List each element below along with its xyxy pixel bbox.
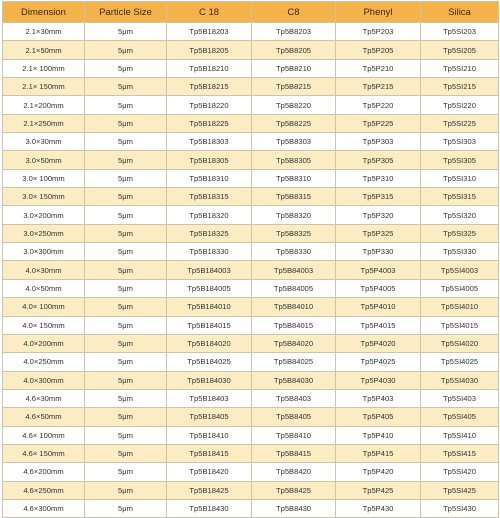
cell-c18: Tp5B18410 — [167, 426, 252, 444]
cell-c18: Tp5B184030 — [167, 371, 252, 389]
cell-c8: Tp5B8330 — [252, 243, 336, 261]
cell-dimension: 3.0× 150mm — [3, 188, 85, 206]
cell-c18: Tp5B184020 — [167, 334, 252, 352]
cell-c8: Tp5B84025 — [252, 353, 336, 371]
cell-silica: Tp5SI310 — [421, 169, 499, 187]
cell-particle-size: 5μm — [85, 188, 167, 206]
table-row — [3, 151, 499, 169]
cell-c18: Tp5B18405 — [167, 408, 252, 426]
cell-phenyl: Tp5P405 — [336, 408, 421, 426]
table-row — [3, 481, 499, 499]
cell-c8: Tp5B8203 — [252, 23, 336, 41]
cell-dimension: 4.0× 150mm — [3, 316, 85, 334]
cell-dimension: 3.0×200mm — [3, 206, 85, 224]
cell-c8: Tp5B84010 — [252, 298, 336, 316]
cell-silica: Tp5SI4030 — [421, 371, 499, 389]
cell-silica: Tp5SI325 — [421, 224, 499, 242]
cell-silica: Tp5SI410 — [421, 426, 499, 444]
cell-silica: Tp5SI210 — [421, 59, 499, 77]
table-body — [3, 23, 499, 518]
table-row — [3, 169, 499, 187]
cell-c18: Tp5B18305 — [167, 151, 252, 169]
table-row — [3, 261, 499, 279]
cell-c8: Tp5B8425 — [252, 481, 336, 499]
cell-dimension: 3.0×50mm — [3, 151, 85, 169]
cell-c18: Tp5B18403 — [167, 389, 252, 407]
cell-phenyl: Tp5P310 — [336, 169, 421, 187]
cell-dimension: 2.1×50mm — [3, 41, 85, 59]
cell-dimension: 4.0×30mm — [3, 261, 85, 279]
product-table-container — [2, 1, 498, 518]
cell-dimension: 4.0×250mm — [3, 353, 85, 371]
cell-dimension: 4.6× 100mm — [3, 426, 85, 444]
cell-phenyl: Tp5P220 — [336, 96, 421, 114]
header-silica: Silica — [421, 2, 499, 23]
cell-particle-size: 5μm — [85, 463, 167, 481]
cell-phenyl: Tp5P4020 — [336, 334, 421, 352]
table-header-row — [3, 2, 499, 23]
cell-dimension: 3.0×30mm — [3, 133, 85, 151]
cell-silica: Tp5SI4015 — [421, 316, 499, 334]
cell-particle-size: 5μm — [85, 371, 167, 389]
cell-c8: Tp5B84015 — [252, 316, 336, 334]
cell-silica: Tp5SI420 — [421, 463, 499, 481]
cell-dimension: 4.6×250mm — [3, 481, 85, 499]
table-row — [3, 334, 499, 352]
cell-phenyl: Tp5P4030 — [336, 371, 421, 389]
cell-c8: Tp5B8430 — [252, 499, 336, 517]
cell-silica: Tp5SI415 — [421, 444, 499, 462]
table-row — [3, 298, 499, 316]
cell-c18: Tp5B18215 — [167, 78, 252, 96]
cell-silica: Tp5SI425 — [421, 481, 499, 499]
cell-c8: Tp5B84020 — [252, 334, 336, 352]
cell-phenyl: Tp5P303 — [336, 133, 421, 151]
cell-phenyl: Tp5P330 — [336, 243, 421, 261]
cell-c18: Tp5B18425 — [167, 481, 252, 499]
cell-particle-size: 5μm — [85, 114, 167, 132]
table-row — [3, 499, 499, 517]
cell-silica: Tp5SI303 — [421, 133, 499, 151]
cell-phenyl: Tp5P225 — [336, 114, 421, 132]
cell-particle-size: 5μm — [85, 206, 167, 224]
cell-dimension: 2.1× 100mm — [3, 59, 85, 77]
cell-c8: Tp5B8325 — [252, 224, 336, 242]
cell-particle-size: 5μm — [85, 23, 167, 41]
cell-phenyl: Tp5P420 — [336, 463, 421, 481]
cell-c8: Tp5B8405 — [252, 408, 336, 426]
cell-c18: Tp5B18225 — [167, 114, 252, 132]
cell-c8: Tp5B84030 — [252, 371, 336, 389]
table-row — [3, 23, 499, 41]
header-phenyl: Phenyl — [336, 2, 421, 23]
cell-c18: Tp5B18330 — [167, 243, 252, 261]
cell-phenyl: Tp5P4015 — [336, 316, 421, 334]
table-row — [3, 206, 499, 224]
cell-phenyl: Tp5P425 — [336, 481, 421, 499]
cell-particle-size: 5μm — [85, 261, 167, 279]
cell-particle-size: 5μm — [85, 279, 167, 297]
header-particle-size: Particle Size — [85, 2, 167, 23]
cell-c18: Tp5B18303 — [167, 133, 252, 151]
cell-silica: Tp5SI220 — [421, 96, 499, 114]
table-row — [3, 463, 499, 481]
cell-silica: Tp5SI405 — [421, 408, 499, 426]
cell-particle-size: 5μm — [85, 499, 167, 517]
cell-dimension: 2.1×30mm — [3, 23, 85, 41]
cell-dimension: 3.0×300mm — [3, 243, 85, 261]
cell-c8: Tp5B8415 — [252, 444, 336, 462]
cell-dimension: 2.1×200mm — [3, 96, 85, 114]
cell-c8: Tp5B8215 — [252, 78, 336, 96]
cell-c8: Tp5B8315 — [252, 188, 336, 206]
cell-c18: Tp5B18315 — [167, 188, 252, 206]
table-row — [3, 96, 499, 114]
cell-c18: Tp5B18415 — [167, 444, 252, 462]
table-row — [3, 224, 499, 242]
cell-particle-size: 5μm — [85, 444, 167, 462]
column-product-table — [2, 1, 499, 518]
cell-particle-size: 5μm — [85, 481, 167, 499]
cell-particle-size: 5μm — [85, 41, 167, 59]
cell-phenyl: Tp5P430 — [336, 499, 421, 517]
cell-c8: Tp5B8320 — [252, 206, 336, 224]
cell-c8: Tp5B84003 — [252, 261, 336, 279]
table-row — [3, 279, 499, 297]
cell-dimension: 4.0×200mm — [3, 334, 85, 352]
cell-silica: Tp5SI205 — [421, 41, 499, 59]
cell-silica: Tp5SI4003 — [421, 261, 499, 279]
table-row — [3, 408, 499, 426]
cell-silica: Tp5SI4025 — [421, 353, 499, 371]
cell-c18: Tp5B18325 — [167, 224, 252, 242]
cell-c8: Tp5B8403 — [252, 389, 336, 407]
cell-phenyl: Tp5P4005 — [336, 279, 421, 297]
cell-particle-size: 5μm — [85, 408, 167, 426]
cell-c8: Tp5B84005 — [252, 279, 336, 297]
cell-c8: Tp5B8210 — [252, 59, 336, 77]
cell-particle-size: 5μm — [85, 426, 167, 444]
cell-phenyl: Tp5P415 — [336, 444, 421, 462]
cell-phenyl: Tp5P305 — [336, 151, 421, 169]
cell-phenyl: Tp5P410 — [336, 426, 421, 444]
cell-c8: Tp5B8420 — [252, 463, 336, 481]
cell-dimension: 4.0×50mm — [3, 279, 85, 297]
cell-c18: Tp5B18210 — [167, 59, 252, 77]
table-row — [3, 188, 499, 206]
cell-c8: Tp5B8205 — [252, 41, 336, 59]
cell-silica: Tp5SI225 — [421, 114, 499, 132]
cell-c8: Tp5B8220 — [252, 96, 336, 114]
cell-c18: Tp5B18220 — [167, 96, 252, 114]
table-row — [3, 243, 499, 261]
cell-dimension: 2.1×250mm — [3, 114, 85, 132]
cell-c8: Tp5B8410 — [252, 426, 336, 444]
cell-phenyl: Tp5P215 — [336, 78, 421, 96]
cell-silica: Tp5SI315 — [421, 188, 499, 206]
cell-c18: Tp5B18310 — [167, 169, 252, 187]
cell-silica: Tp5SI4010 — [421, 298, 499, 316]
cell-particle-size: 5μm — [85, 298, 167, 316]
cell-c18: Tp5B184025 — [167, 353, 252, 371]
cell-c18: Tp5B18320 — [167, 206, 252, 224]
cell-c18: Tp5B18205 — [167, 41, 252, 59]
cell-dimension: 4.6×50mm — [3, 408, 85, 426]
cell-c18: Tp5B18203 — [167, 23, 252, 41]
cell-particle-size: 5μm — [85, 243, 167, 261]
cell-c8: Tp5B8305 — [252, 151, 336, 169]
cell-silica: Tp5SI305 — [421, 151, 499, 169]
cell-c8: Tp5B8225 — [252, 114, 336, 132]
cell-silica: Tp5SI215 — [421, 78, 499, 96]
cell-particle-size: 5μm — [85, 169, 167, 187]
cell-phenyl: Tp5P203 — [336, 23, 421, 41]
cell-dimension: 4.6×300mm — [3, 499, 85, 517]
cell-c18: Tp5B184010 — [167, 298, 252, 316]
cell-dimension: 3.0× 100mm — [3, 169, 85, 187]
cell-silica: Tp5SI430 — [421, 499, 499, 517]
cell-c18: Tp5B184015 — [167, 316, 252, 334]
cell-c8: Tp5B8310 — [252, 169, 336, 187]
cell-particle-size: 5μm — [85, 224, 167, 242]
cell-particle-size: 5μm — [85, 316, 167, 334]
cell-phenyl: Tp5P4010 — [336, 298, 421, 316]
header-c18: C 18 — [167, 2, 252, 23]
cell-particle-size: 5μm — [85, 133, 167, 151]
cell-c18: Tp5B18420 — [167, 463, 252, 481]
cell-silica: Tp5SI330 — [421, 243, 499, 261]
cell-dimension: 4.6×30mm — [3, 389, 85, 407]
table-row — [3, 114, 499, 132]
table-row — [3, 444, 499, 462]
cell-particle-size: 5μm — [85, 389, 167, 407]
cell-particle-size: 5μm — [85, 96, 167, 114]
table-row — [3, 389, 499, 407]
cell-particle-size: 5μm — [85, 353, 167, 371]
cell-particle-size: 5μm — [85, 59, 167, 77]
cell-particle-size: 5μm — [85, 78, 167, 96]
table-row — [3, 133, 499, 151]
table-row — [3, 59, 499, 77]
header-c8: C8 — [252, 2, 336, 23]
table-row — [3, 41, 499, 59]
cell-phenyl: Tp5P403 — [336, 389, 421, 407]
header-dimension: Dimension — [3, 2, 85, 23]
cell-silica: Tp5SI320 — [421, 206, 499, 224]
cell-particle-size: 5μm — [85, 334, 167, 352]
cell-phenyl: Tp5P205 — [336, 41, 421, 59]
cell-phenyl: Tp5P210 — [336, 59, 421, 77]
cell-phenyl: Tp5P320 — [336, 206, 421, 224]
cell-c18: Tp5B18430 — [167, 499, 252, 517]
cell-c18: Tp5B184005 — [167, 279, 252, 297]
table-row — [3, 78, 499, 96]
cell-phenyl: Tp5P315 — [336, 188, 421, 206]
table-row — [3, 426, 499, 444]
cell-phenyl: Tp5P4025 — [336, 353, 421, 371]
cell-dimension: 4.0×300mm — [3, 371, 85, 389]
table-row — [3, 316, 499, 334]
table-row — [3, 371, 499, 389]
table-row — [3, 353, 499, 371]
cell-c8: Tp5B8303 — [252, 133, 336, 151]
cell-silica: Tp5SI4005 — [421, 279, 499, 297]
cell-silica: Tp5SI403 — [421, 389, 499, 407]
cell-phenyl: Tp5P325 — [336, 224, 421, 242]
cell-dimension: 4.6× 150mm — [3, 444, 85, 462]
cell-phenyl: Tp5P4003 — [336, 261, 421, 279]
cell-c18: Tp5B184003 — [167, 261, 252, 279]
cell-silica: Tp5SI4020 — [421, 334, 499, 352]
cell-dimension: 2.1× 150mm — [3, 78, 85, 96]
cell-dimension: 3.0×250mm — [3, 224, 85, 242]
cell-dimension: 4.0× 100mm — [3, 298, 85, 316]
cell-dimension: 4.6×200mm — [3, 463, 85, 481]
cell-particle-size: 5μm — [85, 151, 167, 169]
cell-silica: Tp5SI203 — [421, 23, 499, 41]
